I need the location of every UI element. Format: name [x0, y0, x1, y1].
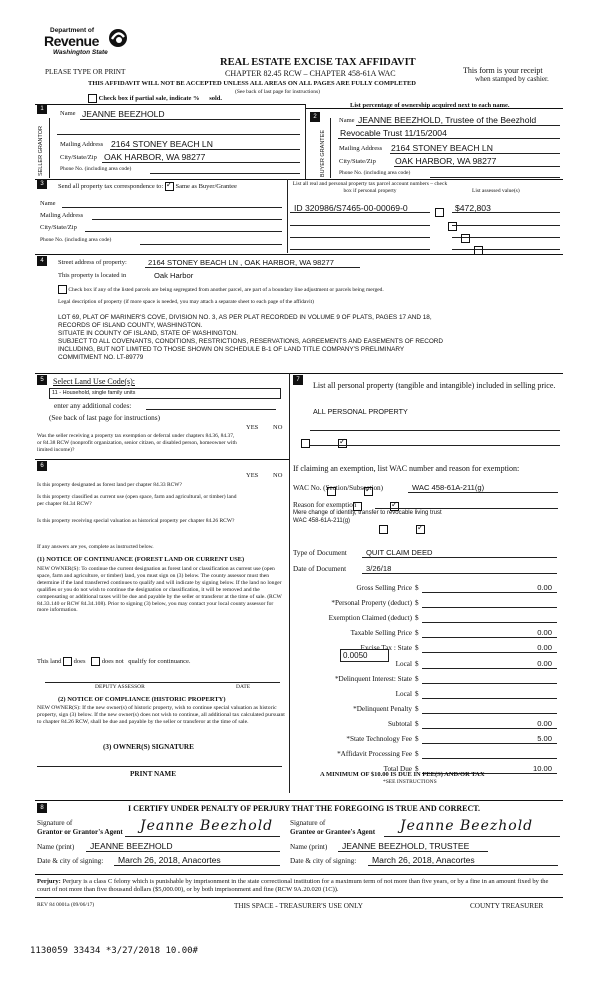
buyer-phone-label: Phone No. (including area code) [339, 170, 411, 176]
qualify-label: qualify for continuance. [128, 657, 191, 665]
exemption-label: If claiming an exemption, list WAC number and reason for exemption: [293, 464, 520, 473]
tax-row-value[interactable]: 0.00 [537, 583, 552, 592]
doc-type-value[interactable]: QUIT CLAIM DEED [366, 548, 433, 557]
legal-line: RECORDS OF ISLAND COUNTY, WASHINGTON. [58, 322, 203, 329]
land-use-select[interactable]: 11 - Household, single family units [49, 388, 281, 399]
does-checkbox[interactable] [63, 657, 72, 666]
grantee-date-value[interactable]: March 26, 2018, Anacortes [372, 855, 475, 865]
doc-type-label: Type of Document [293, 549, 347, 557]
buyer-side-label: BUYER GRANTEE [320, 130, 326, 178]
continuance-text: NEW OWNER(S): To continue the current designation as forest land or classification as current use (open space, farm and agriculture, or timber) land, you must sign on (3) below. The county assessor must then determine if the land transferred continues to qualify and will indicate by signing below. If the land no longer qualifies or you do not wish to continue the designation or classification, it will be removed and the compensating or additional taxes will be due and payable by the seller or transferor at the time of sale. (RCW 84.33.140 or RCW 84.34.108). Prior to signing (3) below, you may contact your local county assessor for more information. [37, 566, 282, 614]
does-label: does [73, 657, 86, 665]
tax-row-value[interactable]: 0.00 [537, 643, 552, 653]
street-value[interactable]: 2164 STONEY BEACH LN , OAK HARBOR, WA 98277 [148, 258, 334, 267]
tax-row-dollar: $ [415, 644, 419, 653]
perjury-notice [37, 878, 562, 894]
section-4-number: 4 [37, 256, 47, 266]
tax-row-dollar: $ [415, 750, 419, 759]
grantor-name-value[interactable]: JEANNE BEEZHOLD [90, 841, 173, 851]
reason-line1[interactable]: Mere change of identity, transfer to revocable living trust [293, 510, 442, 516]
seller-mailing-label: Mailing Address [60, 141, 104, 148]
assessed-value[interactable]: $472,803 [455, 203, 491, 213]
parcel-personal-checkbox-1[interactable] [435, 208, 444, 217]
print-name-label: PRINT NAME [130, 770, 176, 778]
buyer-name-value-1[interactable]: JEANNE BEEZHOLD, Trustee of the Beezhold [358, 115, 537, 125]
s6-q1: Is this property designated as forest land per chapter 84.33 RCW? [37, 482, 182, 488]
type-or-print: PLEASE TYPE OR PRINT [45, 68, 126, 76]
tax-row-value[interactable]: 5.00 [537, 734, 552, 743]
parcel-header: List all real and personal property tax parcel account numbers – check box if personal property [292, 181, 448, 194]
section-8-number: 8 [37, 803, 47, 813]
wac-value[interactable]: WAC 458-61A-211(g) [412, 483, 485, 492]
grantor-sig-label-2: Grantor or Grantor's Agent [37, 828, 123, 836]
parcel-personal-checkbox-2[interactable] [448, 222, 457, 231]
tax-row-label: *Personal Property (deduct) [331, 599, 412, 608]
legal-line: SITUATE IN COUNTY OF ISLAND, STATE OF WASHINGTON. [58, 330, 238, 337]
s5-no: NO [273, 424, 283, 431]
partial-sale-checkbox[interactable] [88, 94, 97, 103]
sold-label: sold. [209, 94, 223, 102]
s6-q3: Is this property receiving special valuation as historical property per chapter 84.26 RCW? [37, 518, 235, 524]
dor-logo [44, 27, 134, 61]
same-as-buyer-label: Same as Buyer/Grantee [175, 182, 237, 190]
grantee-signature[interactable]: Jeanne Beezhold [400, 818, 534, 834]
section-1-number: 1 [37, 104, 47, 114]
land-use-label: Select Land Use Code(s): [53, 377, 135, 386]
tax-row-value[interactable]: 0.00 [537, 628, 552, 638]
located-value[interactable]: Oak Harbor [154, 271, 194, 280]
perjury-text: Perjury is a class C felony which is punishable by imprisonment in the state correctional institution for a maximum term of not more than five years, or by a fine in an amount fixed by the court of not more than five thousand dollars ($5,000.00), or by both imprisonment and fine (RCW 9A.20.020 (1C)). [37, 878, 549, 894]
treasurer-use: THIS SPACE - TREASURER'S USE ONLY [234, 902, 363, 910]
revenue-swirl-icon [106, 27, 130, 49]
section-3-number: 3 [37, 179, 47, 189]
section-2-number: 2 [310, 112, 320, 122]
receipt-line1: This form is your receipt [463, 66, 543, 75]
continuance-title: (1) NOTICE OF CONTINUANCE (FOREST LAND OR CURRENT USE) [37, 556, 245, 563]
tax-row-line [422, 743, 557, 744]
tax-row-line [422, 758, 557, 759]
partial-sale-label: Check box if partial sale, indicate % [98, 94, 200, 102]
tax-row-dollar: $ [415, 614, 419, 623]
does-not-checkbox[interactable] [91, 657, 100, 666]
s6-q3-yes-checkbox[interactable] [379, 525, 388, 534]
tax-row-line [422, 713, 557, 714]
personal-property-value[interactable]: ALL PERSONAL PROPERTY [313, 407, 408, 416]
s3-mailing-label: Mailing Address [40, 212, 84, 219]
buyer-city-value[interactable]: OAK HARBOR, WA 98277 [395, 156, 497, 166]
section-6-number: 6 [37, 461, 47, 471]
section-5-number: 5 [37, 375, 47, 385]
parcel-personal-checkbox-3[interactable] [461, 234, 470, 243]
reason-label: Reason for exemption [293, 501, 357, 509]
send-correspondence-row [58, 182, 237, 191]
seller-name-label: Name [60, 110, 76, 117]
additional-codes-label: enter any additional codes: [54, 402, 132, 410]
same-as-buyer-checkbox[interactable] [165, 182, 174, 191]
reason-line2[interactable]: WAC 458-61A-211(g) [293, 518, 351, 524]
does-not-label: does not [101, 657, 124, 665]
tax-row-value[interactable]: 0.00 [537, 658, 552, 668]
buyer-mailing-value[interactable]: 2164 STONEY BEACH LN [391, 143, 493, 153]
s6-yes: YES [246, 472, 259, 479]
seller-phone-label: Phone No. (including area code) [60, 166, 132, 172]
compliance-title: (2) NOTICE OF COMPLIANCE (HISTORIC PROPERTY) [58, 696, 226, 703]
section-7-number: 7 [293, 375, 303, 385]
county-treasurer: COUNTY TREASURER [470, 902, 544, 910]
warning-text: THIS AFFIDAVIT WILL NOT BE ACCEPTED UNLESS ALL AREAS ON ALL PAGES ARE FULLY COMPLETED [88, 80, 416, 87]
parcel-value[interactable]: ID 320986/S7465-00-00069-0 [294, 203, 408, 213]
assessed-header: List assessed value(s) [472, 188, 520, 194]
tax-row-label: *Delinquent Interest: State [334, 674, 412, 683]
tax-row-dollar: $ [415, 629, 419, 638]
tax-row-label: Local [395, 659, 412, 668]
tax-row-label: Taxable Selling Price [350, 629, 412, 638]
tax-row-dollar: $ [415, 735, 419, 743]
tax-row-label: Subtotal [388, 719, 412, 728]
tax-row-label: Total Due [383, 765, 412, 774]
tax-row-value[interactable]: 0.00 [537, 718, 552, 728]
s3-name-label: Name [40, 200, 56, 207]
seller-name-value[interactable]: JEANNE BEEZHOLD [82, 109, 165, 119]
form-subtitle: CHAPTER 82.45 RCW – CHAPTER 458-61A WAC [225, 69, 396, 78]
tax-row-label: *Delinquent Penalty [353, 704, 412, 713]
tax-row-dollar: $ [415, 659, 419, 668]
form-title: REAL ESTATE EXCISE TAX AFFIDAVIT [220, 57, 416, 68]
buyer-name-value-2[interactable]: Revocable Trust 11/15/2004 [340, 128, 447, 138]
grantor-name-label: Name (print) [37, 843, 75, 851]
segregated-label: Check box if any of the listed parcels are being segregated from another parcel, are part of a boundary line adjustment or parcels being merged. [68, 286, 384, 293]
minimum-note: A MINIMUM OF $10.00 IS DUE IN FEE(S) AND/OR TAX [320, 771, 485, 778]
see-back-header: (See back of last page for instructions) [235, 89, 320, 95]
s6-no: NO [273, 472, 283, 479]
grantor-date-value[interactable]: March 26, 2018, Anacortes [118, 855, 221, 865]
grantee-date-label: Date & city of signing: [290, 857, 357, 865]
local-rate-box[interactable]: 0.0050 [340, 649, 389, 662]
deputy-assessor-label: DEPUTY ASSESSOR [95, 684, 145, 690]
this-land-label: This land [37, 657, 62, 665]
rev-number: REV 84 0001a (09/06/17) [37, 902, 95, 908]
tax-row-line [422, 622, 557, 623]
tax-row-line [422, 592, 557, 593]
grantor-sig-label-1: Signature of [37, 819, 73, 827]
receipt-line2: when stamped by cashier. [475, 75, 549, 83]
s5-no-checkbox[interactable] [338, 439, 347, 448]
partial-sale-row [88, 94, 222, 103]
legal-line: LOT 69, PLAT OF MARINER'S COVE, DIVISION NO. 3, AS PER PLAT RECORDED IN VOLUME 9 OF PLATS, PAGES 17 AND 18, [58, 314, 432, 321]
owner-signature-label: (3) OWNER(S) SIGNATURE [103, 743, 194, 751]
seller-mailing-value[interactable]: 2164 STONEY BEACH LN [111, 139, 213, 149]
personal-property-label: List all personal property (tangible and intangible) included in selling price. [313, 381, 556, 390]
s6-if-yes: If any answers are yes, complete as instructed below. [37, 544, 154, 550]
doc-date-value[interactable]: 3/26/18 [366, 564, 392, 573]
tax-row-line [422, 637, 557, 638]
segregated-checkbox[interactable] [58, 285, 67, 294]
s5-yes-checkbox[interactable] [301, 439, 310, 448]
send-correspondence-label: Send all property tax correspondence to: [58, 182, 164, 190]
tax-row-line [422, 698, 557, 699]
perjury-label: Perjury: [37, 878, 61, 885]
tax-row-dollar: $ [415, 719, 419, 728]
seller-city-value[interactable]: OAK HARBOR, WA 98277 [104, 152, 206, 162]
tax-row-dollar: $ [415, 674, 419, 683]
s5-see-back: (See back of last page for instructions) [49, 414, 160, 422]
logo-dept-line3: Washington State [53, 49, 108, 56]
buyer-name-label: Name [339, 117, 355, 124]
recording-stamp: 1130059 33434 *3/27/2018 10.00# [30, 946, 198, 956]
deputy-date-label: DATE [236, 684, 251, 690]
seller-side-label: SELLER GRANTOR [38, 126, 44, 177]
located-label: This property is located in [58, 272, 127, 279]
tax-row-dollar: $ [415, 584, 419, 592]
legal-description[interactable] [58, 314, 443, 362]
tax-row-dollar: $ [415, 689, 419, 698]
certify-statement: I CERTIFY UNDER PENALTY OF PERJURY THAT THE FOREGOING IS TRUE AND CORRECT. [128, 804, 481, 813]
grantor-date-label: Date & city of signing: [37, 857, 104, 865]
tax-row-value[interactable]: 10.00 [532, 764, 552, 774]
seller-city-label: City/State/Zip [60, 154, 97, 161]
continuance-row [37, 657, 191, 666]
legal-label: Legal description of property (if more space is needed, you may attach a separate sheet to each page of the affidavit) [58, 299, 314, 305]
tax-row-line [422, 652, 557, 653]
grantee-name-value[interactable]: JEANNE BEEZHOLD, TRUSTEE [342, 841, 470, 851]
tax-row-dollar: $ [415, 704, 419, 713]
grantor-signature[interactable]: Jeanne Beezhold [140, 818, 274, 834]
doc-date-label: Date of Document [293, 565, 347, 573]
ownership-pct-note: List percentage of ownership acquired next to each name. [350, 102, 510, 109]
s5-yes: YES [246, 424, 259, 431]
s6-q2: Is this property classified as current use (open space, farm and agricultural, or timber) land per chapter 84.34 RCW? [37, 494, 237, 507]
buyer-mailing-label: Mailing Address [339, 145, 383, 152]
tax-row-label: Exemption Claimed (deduct) [328, 614, 412, 623]
grantee-sig-label-2: Grantee or Grantee's Agent [290, 828, 376, 836]
s6-q3-no-checkbox[interactable] [416, 525, 425, 534]
legal-line: INCLUDING, BUT NOT LIMITED TO THOSE SHOWN ON SCHEDULE B-1 OF LAND TITLE COMPANY'S PRELIMINARY [58, 346, 405, 353]
logo-dept-line2: Revenue [44, 33, 99, 49]
s3-city-label: City/State/Zip [40, 224, 77, 231]
tax-row-line [422, 668, 557, 669]
tax-row-label: *Affidavit Processing Fee [337, 750, 412, 759]
see-instructions: *SEE INSTRUCTIONS [383, 779, 437, 785]
grantee-sig-label-1: Signature of [290, 819, 326, 827]
tax-row-dollar: $ [415, 765, 419, 774]
tax-row-label: Local [395, 689, 412, 698]
tax-row-label: Excise Tax : State [360, 644, 412, 653]
tax-row-line [422, 607, 557, 608]
tax-row-label: *State Technology Fee [346, 735, 412, 743]
tax-row-line [422, 683, 557, 684]
buyer-city-label: City/State/Zip [339, 158, 376, 165]
segregated-row [58, 285, 384, 294]
tax-row-dollar: $ [415, 599, 419, 608]
wac-label: WAC No. (Section/Subsection) [293, 484, 384, 492]
s3-phone-label: Phone No. (including area code) [40, 237, 112, 243]
compliance-text: NEW OWNER(S): If the new owner(s) of historic property, wish to continue special valuation as historic property, sign (3) below. If the new owner(s) does not wish to continue, all additional tax calculated pursuant to chapter 84.26 RCW, shall be due and payable by the seller or transferor at the time of sale. [37, 705, 285, 725]
grantee-name-label: Name (print) [290, 843, 328, 851]
tax-row-label: Gross Selling Price [356, 584, 412, 592]
tax-row-line [422, 728, 557, 729]
s5-question: Was the seller receiving a property tax exemption or deferral under chapters 84.36, 84.37, or 84.38 RCW (nonprofit organization, senior citizen, or disabled person, homeowner with limited income)? [37, 433, 237, 453]
logo-dept-line1: Department of [50, 27, 95, 34]
street-label: Street address of property: [58, 259, 127, 266]
legal-line: SUBJECT TO ALL COVENANTS, CONDITIONS, RESTRICTIONS, RESERVATIONS, AGREEMENTS AND EASEMENTS OF RECORD [58, 338, 444, 345]
legal-line: COMMITMENT NO. LT-89779 [58, 354, 144, 361]
